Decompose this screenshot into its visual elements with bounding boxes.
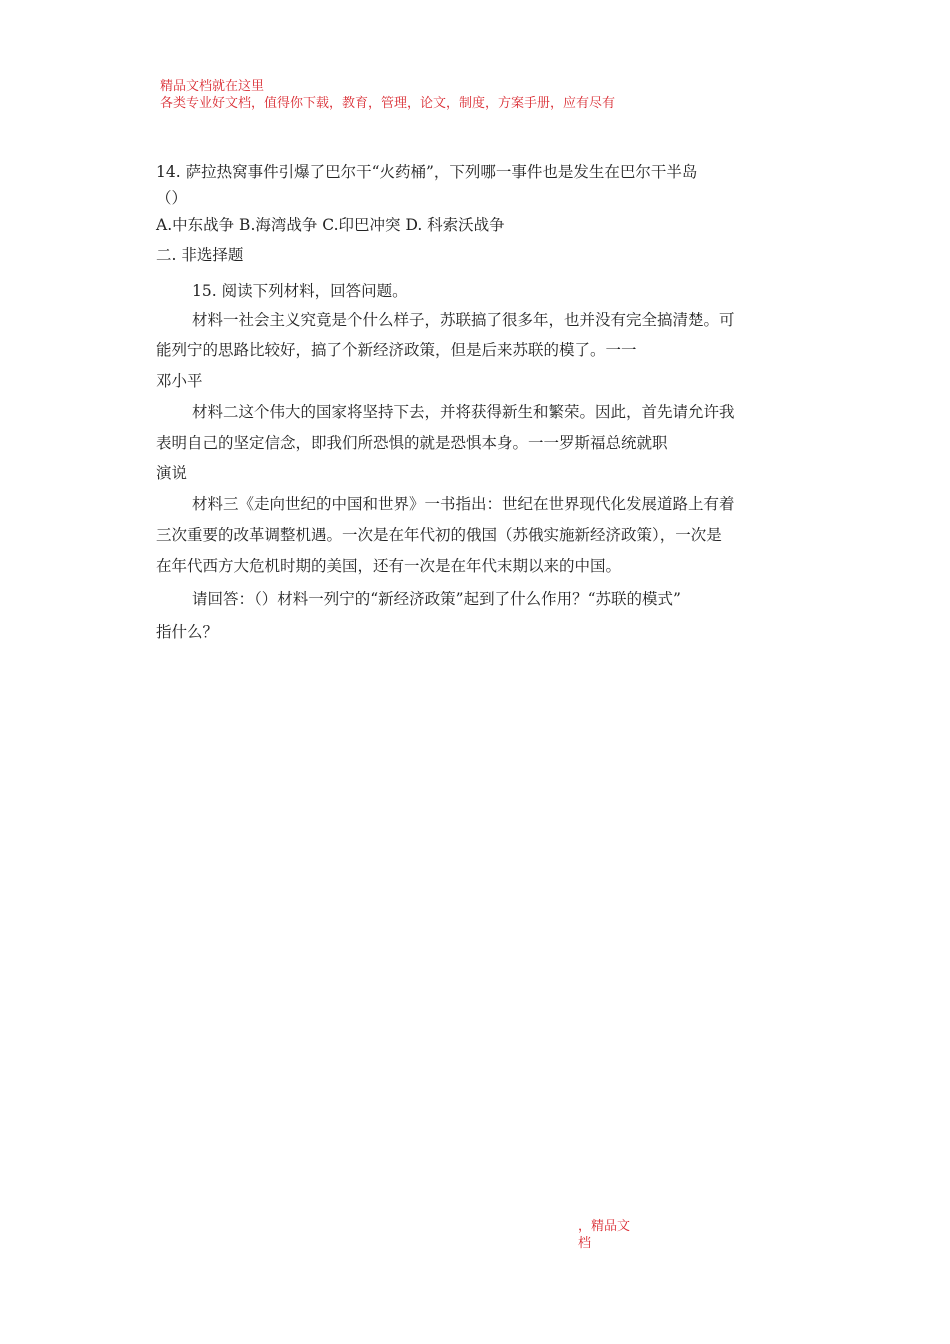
- q15-intro: 15. 阅读下列材料，回答问题。: [192, 282, 408, 300]
- section-2-title: 二. 非选择题: [156, 246, 244, 264]
- q14-options: A.中东战争 B.海湾战争 C.印巴冲突 D. 科索沃战争: [156, 216, 505, 234]
- material-1-line-1: 材料一社会主义究竟是个什么样子，苏联搞了很多年，也并没有完全搞清楚。可: [192, 311, 735, 329]
- watermark-footer: [578, 1218, 630, 1252]
- q14-stem-line-2: （）: [156, 189, 188, 207]
- footer-line-1: ，精品文: [578, 1219, 631, 1234]
- question-ask-line-2: 指什么？: [156, 623, 219, 641]
- header-line-2: 各类专业好文档，值得你下载，教育，管理，论文，制度，方案手册，应有尽有: [160, 96, 616, 111]
- material-3-line-2: 三次重要的改革调整机遇。一次是在年代初的俄国（苏俄实施新经济政策），一次是: [156, 526, 722, 544]
- material-3-line-1: 材料三《走向世纪的中国和世界》一书指出：世纪在世界现代化发展道路上有着: [192, 495, 735, 513]
- material-1-line-2: 能列宁的思路比较好，搞了个新经济政策，但是后来苏联的模了。一一: [156, 341, 637, 359]
- material-3-line-3: 在年代西方大危机时期的美国，还有一次是在年代末期以来的中国。: [156, 557, 622, 575]
- material-2-line-3: 演说: [156, 464, 188, 482]
- material-2-line-2: 表明自己的坚定信念，即我们所恐惧的就是恐惧本身。一一罗斯福总统就职: [156, 434, 668, 452]
- watermark-header: [160, 78, 615, 112]
- question-ask-line-1: 请回答：（）材料一列宁的“新经济政策”起到了什么作用？“苏联的模式”: [192, 590, 681, 608]
- q14-stem-line-1: 14. 萨拉热窝事件引爆了巴尔干“火药桶”，下列哪一事件也是发生在巴尔干半岛: [156, 163, 698, 181]
- header-line-1: 精品文档就在这里: [160, 79, 265, 94]
- material-2-line-1: 材料二这个伟大的国家将坚持下去，并将获得新生和繁荣。因此，首先请允许我: [192, 403, 735, 421]
- footer-line-2: 档: [578, 1236, 592, 1251]
- material-1-line-3: 邓小平: [156, 372, 203, 390]
